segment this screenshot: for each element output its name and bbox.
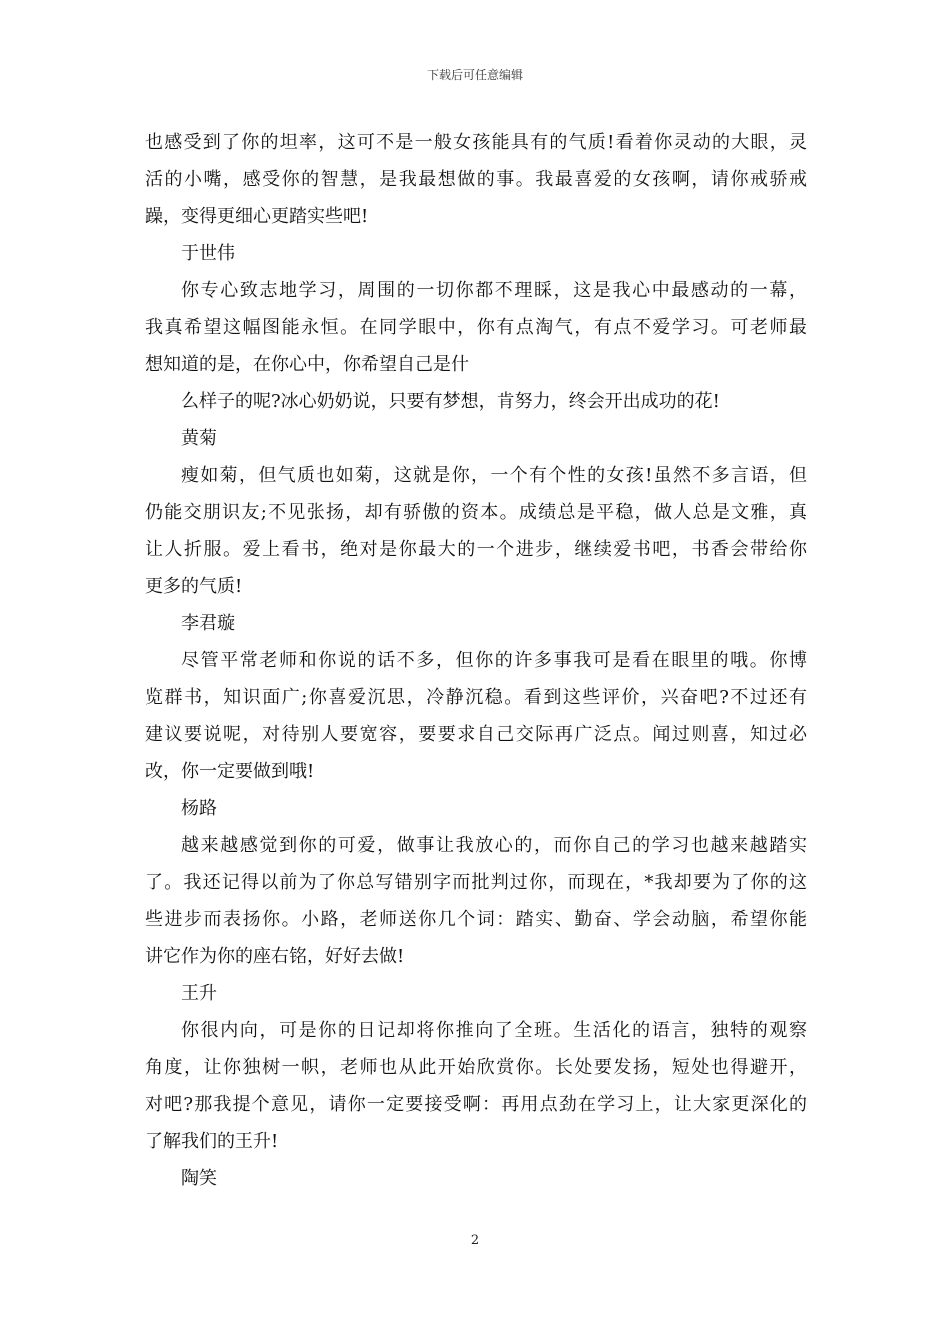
paragraph-first-line: 越来越感觉到你的可爱，做事让我放心的，而你自己的学习也越来越踏实 (181, 835, 807, 856)
document-body (145, 124, 807, 1197)
paragraph-line: 活的小嘴，感受你的智慧，是我最想做的事。我最喜爱的女孩啊，请你戒骄戒 (145, 169, 807, 190)
student-name-heading: 杨路 (181, 798, 217, 819)
student-name-heading: 黄菊 (181, 428, 217, 449)
paragraph-last-line: 了解我们的王升! (145, 1131, 279, 1152)
paragraph-last-line: 讲它作为你的座右铭，好好去做! (145, 946, 405, 967)
paragraph-line: 了。我还记得以前为了你总写错别字而批判过你，而现在，*我却要为了你的这 (145, 872, 807, 893)
paragraph-line: 角度，让你独树一帜，老师也从此开始欣赏你。长处要发扬，短处也得避开， (145, 1057, 807, 1078)
paragraph-first-line: 你专心致志地学习，周围的一切你都不理睬，这是我心中最感动的一幕， (181, 280, 807, 301)
paragraph-line: 对吧?那我提个意见，请你一定要接受啊：再用点劲在学习上，让大家更深化的 (145, 1094, 807, 1115)
paragraph-line: 么样子的呢?冰心奶奶说，只要有梦想，肯努力，终会开出成功的花! (181, 391, 720, 412)
paragraph-last-line: 躁，变得更细心更踏实些吧! (145, 206, 369, 227)
paragraph-line: 也感受到了你的坦率，这可不是一般女孩能具有的气质!看着你灵动的大眼，灵 (145, 132, 807, 153)
paragraph-line: 让人折服。爱上看书，绝对是你最大的一个进步，继续爱书吧，书香会带给你 (145, 539, 807, 560)
student-name-heading: 于世伟 (181, 243, 235, 264)
student-name-heading: 王升 (181, 983, 217, 1004)
student-name-heading: 李君璇 (181, 613, 235, 634)
paragraph-line: 些进步而表扬你。小路，老师送你几个词：踏实、勤奋、学会动脑，希望你能 (145, 909, 807, 930)
paragraph-first-line: 尽管平常老师和你说的话不多，但你的许多事我可是看在眼里的哦。你博 (181, 650, 807, 671)
page-number: 2 (470, 1233, 480, 1248)
page-header: 下载后可任意编辑 (426, 68, 523, 82)
paragraph-last-line: 更多的气质! (145, 576, 243, 597)
student-name-heading: 陶笑 (181, 1168, 217, 1189)
paragraph-line: 建议要说呢，对待别人要宽容，要要求自己交际再广泛点。闻过则喜，知过必 (145, 724, 807, 745)
paragraph-line: 我真希望这幅图能永恒。在同学眼中，你有点淘气，有点不爱学习。可老师最 (145, 317, 807, 338)
paragraph-last-line: 想知道的是，在你心中，你希望自己是什 (145, 354, 469, 375)
paragraph-first-line: 你很内向，可是你的日记却将你推向了全班。生活化的语言，独特的观察 (181, 1020, 807, 1041)
paragraph-line: 览群书，知识面广;你喜爱沉思，冷静沉稳。看到这些评价，兴奋吧?不过还有 (145, 687, 807, 708)
paragraph-last-line: 改，你一定要做到哦! (145, 761, 315, 782)
paragraph-first-line: 瘦如菊，但气质也如菊，这就是你，一个有个性的女孩!虽然不多言语，但 (181, 465, 807, 486)
paragraph-line: 仍能交朋识友;不见张扬，却有骄傲的资本。成绩总是平稳，做人总是文雅，真 (145, 502, 807, 523)
